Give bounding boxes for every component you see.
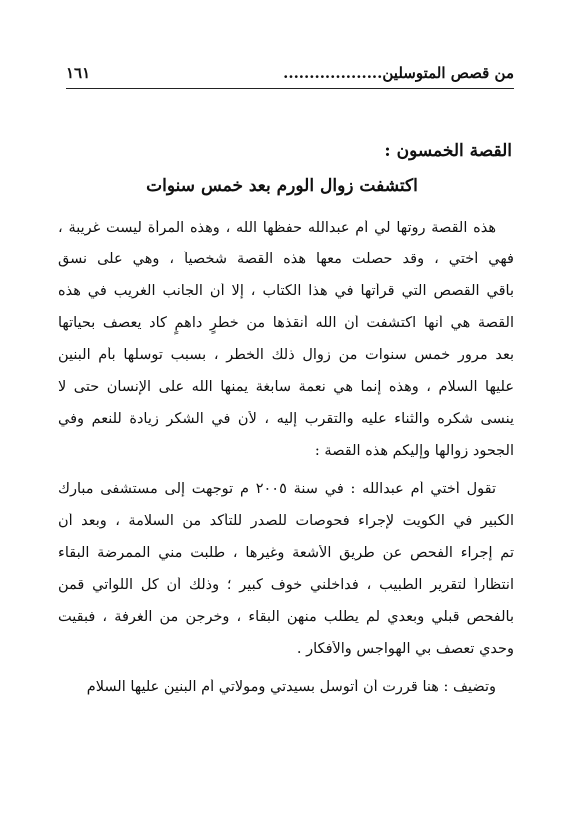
header-title: من قصص المتوسلين................... [283, 64, 514, 82]
running-header [66, 62, 514, 89]
text-line: باقي القصص التي قرأتها في هذا الكتاب ، إلا أن الجانب الغريب في هذه [58, 283, 514, 299]
text-line: فهي أختي ، وقد حصلت معها هذه القصة شخصياً ، وهي على نسق [58, 251, 514, 267]
text-line: هذه القصة روتها لي أم عبدالله حفظها الله ، وهذه المرأة ليست غريبة ، [58, 220, 496, 236]
text-line: عليها السلام ، وهذه إنما هي نعمة سابغة يمنها الله على الإنسان حتى لا [58, 379, 514, 395]
text-line: تم إجراء الفحص عن طريق الأشعة وغيرها ، طلبت مني الممرضة البقاء [58, 545, 514, 561]
text-line: وتضيف : هنا قررت أن أتوسل بسيدتي ومولاتي أم البنين عليها السلام [86, 679, 496, 695]
story-title: اكتشفت زوال الورم بعد خمس سنوات [146, 176, 418, 196]
text-line: بعد مرور خمس سنوات من زوال ذلك الخطر ، بسبب توسلها بأم البنين [58, 347, 514, 363]
section-label: القصة الخمسون : [384, 141, 512, 161]
text-line: الكبير في الكويت لإجراء فحوصات للصدر للتأكد من السلامة ، وبعد أن [58, 513, 514, 529]
text-line: القصة هي أنها اكتشفت أن الله أنقذها من خطرٍ داهمٍ كاد يعصف بحياتها [58, 315, 514, 331]
text-line: انتظاراً لتقرير الطبيب ، فداخلني خوف كبير ؛ وذلك أن كل اللواتي قمن [58, 577, 514, 593]
text-line: وحدي تعصف بي الهواجس والأفكار . [296, 641, 514, 657]
text-line: الجحود زوالها وإليكم هذه القصة : [314, 443, 514, 459]
text-line: بالفحص قبلي وبعدي لم يطلب منهن البقاء ، وخرجن من الغرفة ، فبقيت [58, 609, 514, 625]
text-line: تقول أختي أم عبدالله : في سنة ٢٠٠٥ م توجهت إلى مستشفى مبارك [58, 481, 497, 497]
text-line: ينسى شكره والثناء عليه والتقرب إليه ، لأن في الشكر زيادة للنعم وفي [58, 411, 514, 427]
page-number: ١٦١ [66, 64, 91, 82]
